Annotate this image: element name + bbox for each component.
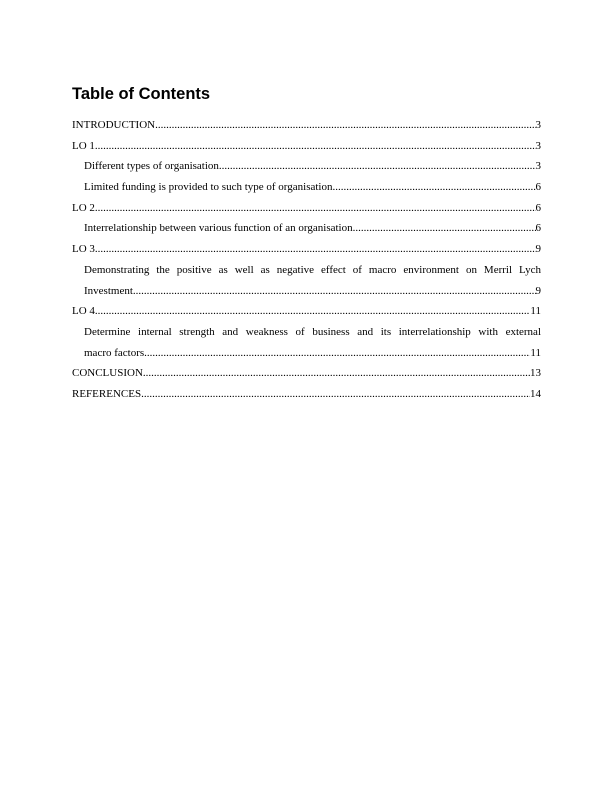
page-title: Table of Contents [72,85,211,103]
toc-entry-label: LO 3 [72,243,95,256]
toc-entry-lo4[interactable] [72,301,541,322]
toc-entry-interrelationship[interactable] [72,218,541,239]
toc-leader-dots [155,115,535,136]
toc-entry-page: 9 [535,284,541,297]
toc-entry-label-line1: Demonstrating the positive as well as negative effect of macro environment on Merril Lych [84,263,541,276]
toc-leader-dots [95,301,530,322]
toc-entry-label: INTRODUCTION [72,119,156,131]
toc-entry-limited-funding[interactable] [72,177,541,198]
toc-entry-label: LO 1 [72,139,95,152]
toc-leader-dots [353,218,536,239]
toc-entry-page: 14 [530,387,541,400]
toc-entry-label: LO 4 [72,305,95,318]
toc-entry-label: Investment [84,284,133,297]
toc-leader-dots [95,239,536,260]
toc-entry-lo2[interactable] [72,198,541,219]
toc-entry-different-types[interactable] [72,156,541,177]
toc-entry-line2 [84,281,541,302]
toc-entry-label: Interrelationship between various function of an organisation [84,222,353,235]
toc-leader-dots [95,136,536,157]
toc-entry-conclusion[interactable] [72,363,541,384]
toc-entry-label: Limited funding is provided to such type of organisation. [84,181,336,194]
toc-entry-page: 9 [535,243,541,256]
toc-entry-page: 11 [530,305,541,318]
toc-entry-internal-strength[interactable] [72,322,541,363]
toc-entry-page: 3 [535,160,541,173]
toc-entry-page: 11 [530,346,541,359]
toc-leader-dots [133,281,536,302]
toc-leader-dots [335,177,535,198]
toc-entry-references[interactable] [72,384,541,405]
toc-leader-dots [219,156,536,177]
toc-entry-label: Different types of organisation [84,160,219,173]
toc-entry-label: REFERENCES [72,387,142,400]
toc-entry-label: CONCLUSION [72,367,143,380]
toc-entry-label: LO 2 [72,201,95,214]
toc-entry-page: 13 [530,367,541,380]
toc-entry-label-line1: Determine internal strength and weakness of business and its interrelationship with external [84,325,541,338]
toc-entry-page: 6 [535,181,541,194]
toc-entry-lo3[interactable] [72,239,541,260]
toc-entry-page: 3 [535,139,541,152]
toc-leader-dots [141,384,530,405]
toc-entry-label: macro factors [84,346,145,359]
toc-entry-introduction[interactable] [72,115,541,136]
toc-entry-page: 6 [535,201,541,214]
table-of-contents [72,115,541,405]
toc-leader-dots [144,343,530,364]
toc-leader-dots [95,198,536,219]
toc-entry-macro-environment[interactable] [72,260,541,301]
toc-leader-dots [143,363,530,384]
toc-entry-lo1[interactable] [72,136,541,157]
toc-entry-page: 3 [535,119,541,131]
toc-entry-page: 6 [535,222,541,235]
toc-entry-line2 [84,343,541,364]
